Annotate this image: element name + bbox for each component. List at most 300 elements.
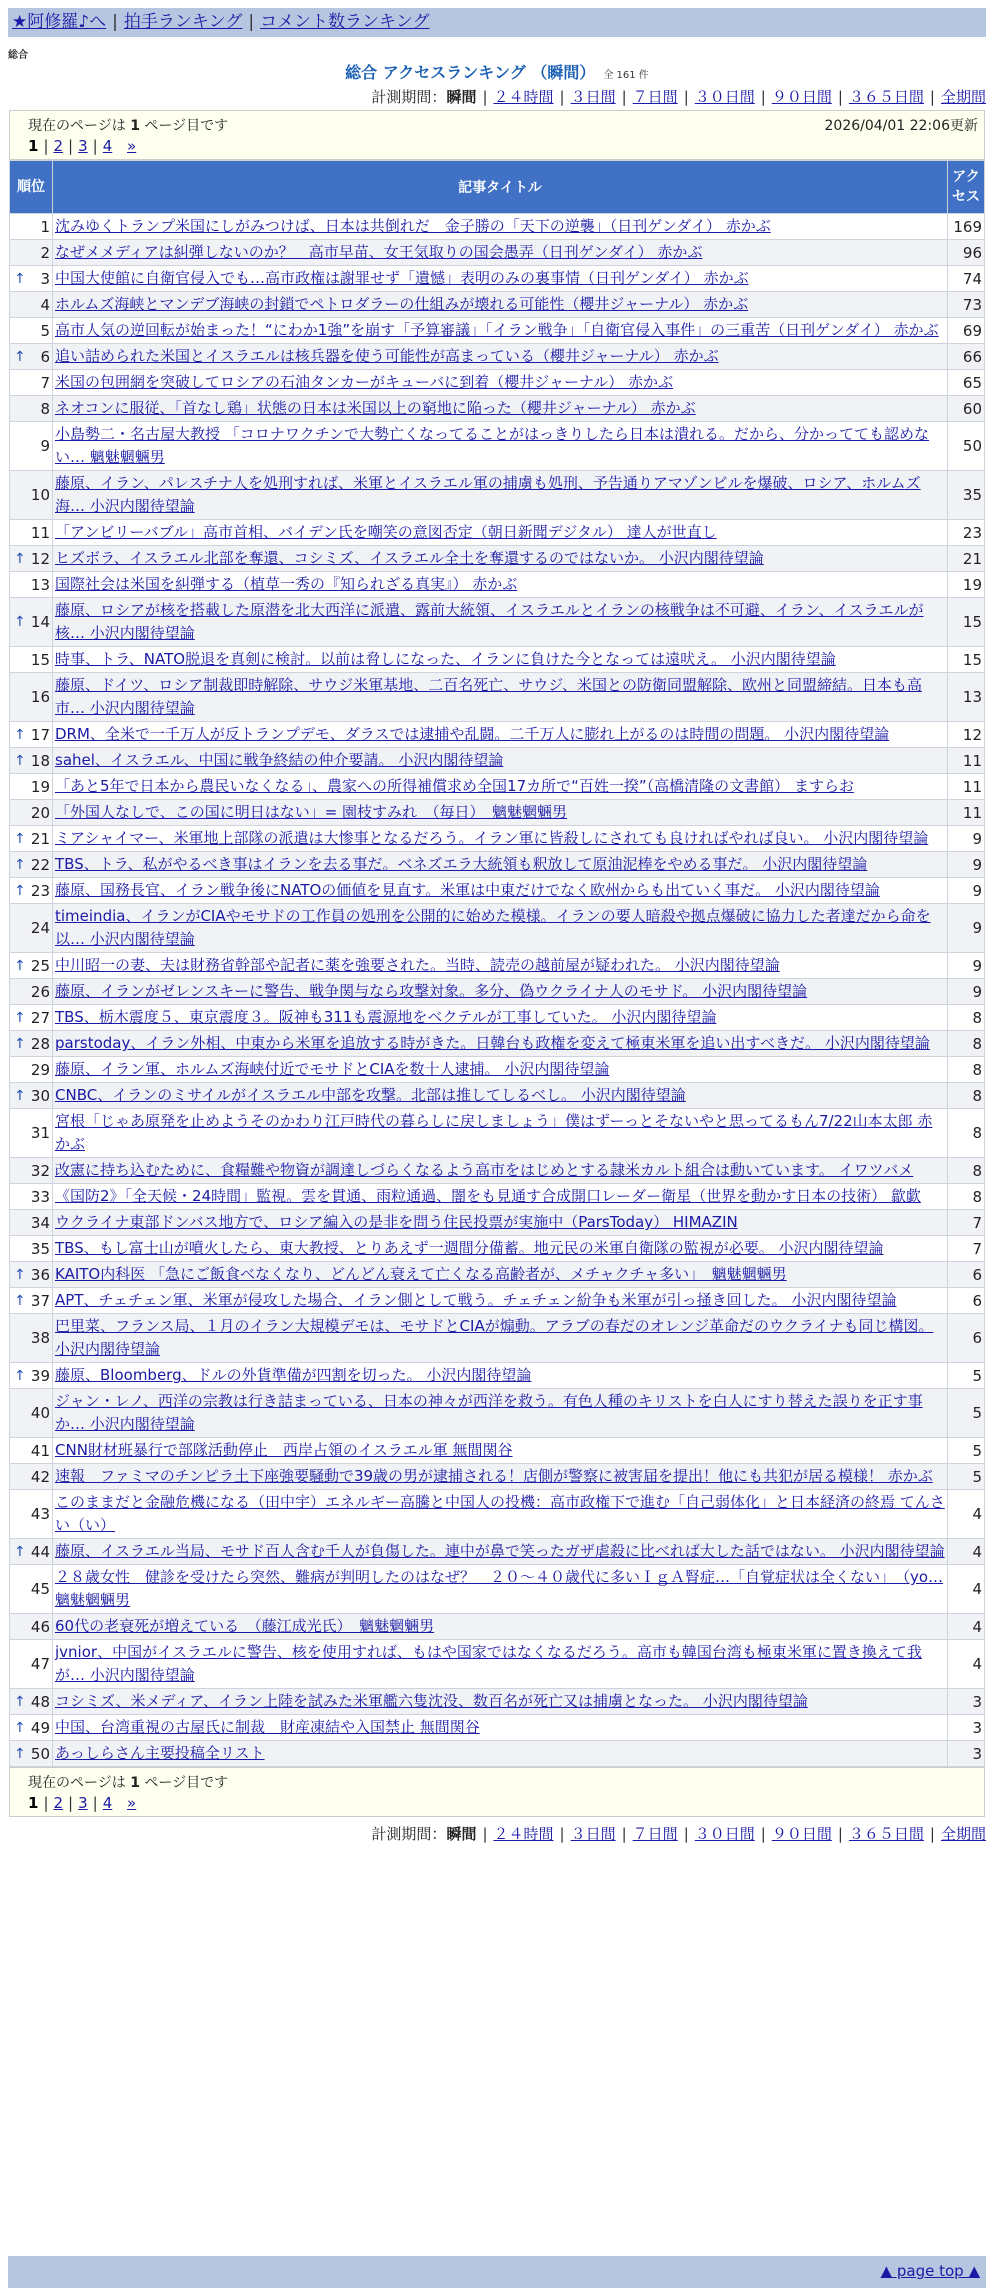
rank-cell [10, 598, 52, 646]
rank-up-arrow-icon: ↑ [14, 726, 26, 743]
rank-cell [10, 1741, 52, 1766]
pagination-bottom: 1 | 2 | 3 | 4 » [28, 1794, 137, 1812]
table-row [10, 1083, 984, 1108]
rank-cell [10, 673, 52, 721]
access-count: 6 [948, 1262, 984, 1287]
article-title-link[interactable]: 国際社会は米国を糾弾する（植草一秀の『知られざる真実』） 赤かぶ [55, 575, 518, 593]
rank-number: 40 [30, 1404, 50, 1422]
pagination-top: 1 | 2 | 3 | 4 » [28, 137, 137, 155]
article-title-link[interactable]: KAITO内科医 「急にご飯食べなくなり、どんどん衰えて亡くなる高齢者が、メチャクチャ多い」 魑魅魍魎男 [55, 1265, 787, 1283]
page-top-link[interactable]: ▲ page top ▲ [880, 2262, 980, 2280]
period-90d[interactable]: ９０日間 [771, 88, 832, 106]
rank-cell [10, 1083, 52, 1108]
rank-cell [10, 1314, 52, 1362]
period-30d-bottom[interactable]: ３０日間 [694, 1825, 755, 1843]
rank-up-arrow-icon: ↑ [14, 1266, 26, 1283]
rank-cell [10, 1490, 52, 1538]
period-90d-bottom[interactable]: ９０日間 [771, 1825, 832, 1843]
column-header-rank: 順位 [10, 161, 52, 213]
access-count: 73 [948, 292, 984, 317]
rank-number: 7 [40, 373, 50, 392]
article-title-link[interactable]: コシミズ、米メディア、イラン上陸を試みた米軍艦六隻沈没、数百名が死亡又は捕虜となった。 小沢内閣待望論 [55, 1692, 808, 1710]
access-count: 8 [948, 1158, 984, 1183]
rank-cell [10, 318, 52, 343]
period-30d[interactable]: ３０日間 [694, 88, 755, 106]
table-row [10, 396, 984, 421]
rank-number: 32 [30, 1161, 50, 1180]
page-link-3[interactable]: 3 [78, 137, 88, 155]
article-title-link[interactable]: 60代の老衰死が増えている （藤江成光氏） 魑魅魍魎男 [55, 1617, 435, 1635]
page-info-bottom [9, 1767, 985, 1817]
rank-cell [10, 904, 52, 952]
article-title-link[interactable]: 速報 ファミマのチンピラ土下座強要騒動で39歳の男が逮捕される！店側が警察に被害届を提出！他にも共犯が居る模様！ 赤かぶ [55, 1467, 933, 1485]
rank-cell [10, 1363, 52, 1388]
rank-number: 27 [30, 1008, 50, 1027]
access-count: 8 [948, 1109, 984, 1157]
title-cell [53, 1210, 947, 1235]
title-cell [53, 1565, 947, 1613]
article-title-link[interactable]: 藤原、Bloomberg、ドルの外貨準備が四割を切った。 小沢内閣待望論 [55, 1366, 532, 1384]
article-title-link[interactable]: なぜメメディアは糾弾しないのか？ 高市早苗、女王気取りの国会愚弄（日刊ゲンダイ） 赤かぶ [55, 243, 703, 261]
access-count: 74 [948, 266, 984, 291]
rank-up-arrow-icon: ↑ [14, 614, 26, 630]
rank-up-arrow-icon: ↑ [14, 830, 26, 847]
rank-up-arrow-icon: ↑ [14, 1367, 26, 1384]
table-row [10, 722, 984, 747]
period-7d[interactable]: ７日間 [632, 88, 678, 106]
access-count: 9 [948, 904, 984, 952]
rank-number: 48 [30, 1692, 50, 1711]
title-cell [53, 344, 947, 369]
rank-cell [10, 344, 52, 369]
title-cell [53, 1640, 947, 1688]
table-row [10, 1210, 984, 1235]
title-cell [53, 774, 947, 799]
access-count: 11 [948, 748, 984, 773]
title-cell [53, 1314, 947, 1362]
table-row [10, 292, 984, 317]
rank-up-arrow-icon: ↑ [14, 1292, 26, 1309]
period-current: 瞬間 [446, 88, 477, 106]
updated-timestamp: 2026/04/01 22:06更新 [824, 118, 978, 134]
access-count: 6 [948, 1288, 984, 1313]
rank-cell [10, 1236, 52, 1261]
rank-number: 41 [30, 1441, 50, 1460]
access-count: 4 [948, 1490, 984, 1538]
article-title-link[interactable]: timeindia、イランがCIAやモサドの工作員の処刑を公開的に始めた模様。イランの要人暗殺や拠点爆破に協力した者達だから命を以… 小沢内閣待望論 [55, 907, 931, 948]
title-cell [53, 748, 947, 773]
rank-number: 38 [30, 1329, 50, 1347]
rank-number: 45 [30, 1580, 50, 1598]
rank-up-arrow-icon: ↑ [14, 1087, 26, 1104]
table-row [10, 1389, 984, 1437]
article-title-link[interactable]: 中国大使館に自衛官侵入でも…高市政権は謝罪せず「遺憾」表明のみの裏事情（日刊ゲンダイ） 赤かぶ [55, 269, 749, 287]
article-title-link[interactable]: 巴里菜、フランス局、１月のイラン大規模デモは、モサドとCIAが煽動。アラブの春だのオレンジ革命だのウクライナも同じ構図。 小沢内閣待望論 [55, 1317, 934, 1358]
article-title-link[interactable]: このままだと金融危機になる（田中宇）エネルギー高騰と中国人の投機：高市政権下で進む「自己弱体化」と日本経済の終焉 てんさい（い） [55, 1493, 945, 1534]
current-page-text: 現在のページは 1 ページ目です [28, 118, 229, 134]
rank-number: 6 [40, 347, 50, 366]
access-count: 8 [948, 1005, 984, 1030]
rank-cell [10, 1389, 52, 1437]
rank-cell [10, 422, 52, 470]
access-count: 5 [948, 1464, 984, 1489]
title-cell [53, 1539, 947, 1564]
article-title-link[interactable]: ヒズボラ、イスラエル北部を奪還、コシミズ、イスラエル全土を奪還するのではないか。 小沢内閣待望論 [55, 549, 764, 567]
period-365d[interactable]: ３６５日間 [848, 88, 924, 106]
period-24h-bottom[interactable]: ２４時間 [493, 1825, 554, 1843]
rank-number: 42 [30, 1467, 50, 1486]
table-row [10, 318, 984, 343]
rank-number: 11 [30, 523, 50, 542]
rank-up-arrow-icon: ↑ [14, 1543, 26, 1560]
article-title-link[interactable]: CNBC、イランのミサイルがイスラエル中部を攻撃。北部は推してしるべし。 小沢内閣待望論 [55, 1086, 686, 1104]
title-cell [53, 1236, 947, 1261]
article-title-link[interactable]: 改憲に持ち込むために、食糧難や物資が調達しづらくなるよう高市をはじめとする隷米カルト組合は動いています。 イワツバメ [55, 1161, 914, 1179]
article-title-link[interactable]: 高市人気の逆回転が始まった！“にわか1強”を崩す「予算審議」「イラン戦争」「自衛官侵入事件」の三重苦（日刊ゲンダイ） 赤かぶ [55, 321, 939, 339]
article-title-link[interactable]: ホルムズ海峡とマンデブ海峡の封鎖でペトロダラーの仕組みが壊れる可能性（櫻井ジャーナル） 赤かぶ [55, 295, 749, 313]
access-count: 4 [948, 1539, 984, 1564]
table-row [10, 1539, 984, 1564]
access-count: 21 [948, 546, 984, 571]
title-cell [53, 1262, 947, 1287]
table-row [10, 598, 984, 646]
period-label: 計測期間： [371, 88, 447, 106]
access-count: 15 [948, 647, 984, 672]
table-row [10, 422, 984, 470]
rank-number: 37 [30, 1291, 50, 1310]
rank-up-arrow-icon: ↑ [14, 1009, 26, 1026]
table-row [10, 953, 984, 978]
rank-number: 35 [30, 1239, 50, 1258]
page-info-top [9, 110, 985, 160]
rank-number: 8 [40, 399, 50, 418]
article-title-link[interactable]: 《国防2》「全天候・24時間」監視。雲を貫通、雨粒通過、闇をも見通す合成開口レーダー衛星（世界を動かす日本の技術） 歙歔 [55, 1187, 921, 1205]
title-cell [53, 266, 947, 291]
access-count: 13 [948, 673, 984, 721]
access-count: 6 [948, 1314, 984, 1362]
column-header-access: アクセス [948, 161, 984, 213]
title-cell [53, 904, 947, 952]
article-title-link[interactable]: TBS、トラ、私がやるべき事はイランを去る事だ。ベネズエラ大統領も釈放して原油泥棒をやめる事だ。 小沢内閣待望論 [55, 855, 868, 873]
table-row [10, 1005, 984, 1030]
access-count: 3 [948, 1741, 984, 1766]
title-cell [53, 673, 947, 721]
title-cell [53, 1363, 947, 1388]
rank-number: 22 [30, 855, 50, 874]
period-all-bottom[interactable]: 全期間 [940, 1825, 986, 1843]
access-count: 11 [948, 774, 984, 799]
title-cell [53, 1715, 947, 1740]
table-row [10, 878, 984, 903]
page-title-text: 総合 アクセスランキング （瞬間） [345, 63, 596, 82]
page-current-bottom: 1 [28, 1794, 39, 1812]
title-cell [53, 1464, 947, 1489]
access-count: 8 [948, 1031, 984, 1056]
period-label-bottom: 計測期間： [371, 1825, 447, 1843]
title-cell [53, 1184, 947, 1209]
rank-number: 10 [30, 486, 50, 504]
table-row [10, 1288, 984, 1313]
table-row [10, 1438, 984, 1463]
article-title-link[interactable]: DRM、全米で一千万人が反トランプデモ、ダラスでは逮捕や乱闘。二千万人に膨れ上がるのは時間の問題。 小沢内閣待望論 [55, 725, 890, 743]
access-count: 5 [948, 1389, 984, 1437]
table-row [10, 1715, 984, 1740]
access-count: 66 [948, 344, 984, 369]
page-link-3-bottom[interactable]: 3 [78, 1794, 88, 1812]
article-title-link[interactable]: ジャン・レノ、西洋の宗教は行き詰まっている、日本の神々が西洋を救う。有色人種のキリストを白人にすり替えた誤りを正す事か… 小沢内閣待望論 [55, 1392, 923, 1433]
rank-up-arrow-icon: ↑ [14, 856, 26, 873]
access-count: 11 [948, 800, 984, 825]
article-title-link[interactable]: 藤原、ロシアが核を搭載した原潜を北大西洋に派遣、露前大統領、イスラエルとイランの核戦争は不可避、イラン、イスラエルが核… 小沢内閣待望論 [55, 601, 924, 642]
table-row [10, 1640, 984, 1688]
page-link-2-bottom[interactable]: 2 [53, 1794, 64, 1812]
article-title-link[interactable]: TBS、栃木震度５、東京震度３。阪神も311も震源地をベクテルが工事していた。 小沢内閣待望論 [55, 1008, 717, 1026]
table-row [10, 1262, 984, 1287]
rank-cell [10, 1640, 52, 1688]
period-selector-top: 計測期間：瞬間 | ２４時間 | ３日間 | ７日間 | ３０日間 | ９０日間 | ３６５日間 | 全期間 [371, 88, 986, 106]
page-link-4-bottom[interactable]: 4 [102, 1794, 113, 1812]
article-title-link[interactable]: ネオコンに服従、「首なし鶏」状態の日本は米国以上の窮地に陥った（櫻井ジャーナル） 赤かぶ [55, 399, 696, 417]
rank-number: 4 [40, 295, 50, 314]
title-cell [53, 1389, 947, 1437]
applause-ranking-link[interactable]: 拍手ランキング [123, 12, 243, 32]
rank-number: 12 [30, 549, 50, 568]
rank-number: 39 [30, 1366, 50, 1385]
rank-cell [10, 1109, 52, 1157]
next-page-link-bottom[interactable]: » [127, 1794, 137, 1812]
article-title-link[interactable]: 藤原、イスラエル当局、モサド百人含む千人が負傷した。連中が鼻で笑ったガザ虐殺に比べれば大した話ではない。 小沢内閣待望論 [55, 1542, 945, 1560]
rank-cell [10, 546, 52, 571]
rank-cell [10, 953, 52, 978]
article-title-link[interactable]: APT、チェチェン軍、米軍が侵攻した場合、イラン側として戦う。チェチェン紛争も米軍が引っ掻き回した。 小沢内閣待望論 [55, 1291, 897, 1309]
rank-number: 49 [30, 1718, 50, 1737]
rank-cell [10, 1715, 52, 1740]
article-title-link[interactable]: 小島勢二・名古屋大教授 「コロナワクチンで大勢亡くなってることがはっきりしたら日本は潰れる。だから、分かってても認めない… 魑魅魍魎男 [55, 425, 930, 466]
rank-number: 43 [30, 1505, 50, 1523]
rank-cell [10, 722, 52, 747]
rank-number: 44 [30, 1542, 50, 1561]
rank-cell [10, 1005, 52, 1030]
rank-number: 36 [30, 1265, 50, 1284]
title-cell [53, 1031, 947, 1056]
next-page-link[interactable]: » [127, 137, 137, 155]
rank-cell [10, 1464, 52, 1489]
access-count: 3 [948, 1715, 984, 1740]
period-24h[interactable]: ２４時間 [493, 88, 554, 106]
title-cell [53, 800, 947, 825]
rank-up-arrow-icon: ↑ [14, 1745, 26, 1762]
rank-cell [10, 1565, 52, 1613]
column-header-title: 記事タイトル [53, 161, 947, 213]
article-title-link[interactable]: 藤原、イラン軍、ホルムズ海峡付近でモサドとCIAを数十人逮捕。 小沢内閣待望論 [55, 1060, 610, 1078]
table-row [10, 572, 984, 597]
rank-number: 50 [30, 1744, 50, 1763]
title-cell [53, 318, 947, 343]
title-cell [53, 240, 947, 265]
article-title-link[interactable]: あっしらさん主要投稿全リスト [55, 1744, 265, 1762]
rank-cell [10, 647, 52, 672]
article-title-link[interactable]: 沈みゆくトランプ米国にしがみつけば、日本は共倒れだ 金子勝の「天下の逆襲」（日刊ゲンダイ） 赤かぶ [55, 217, 771, 235]
article-title-link[interactable]: 米国の包囲網を突破してロシアの石油タンカーがキューバに到着（櫻井ジャーナル） 赤かぶ [55, 373, 673, 391]
period-7d-bottom[interactable]: ７日間 [632, 1825, 678, 1843]
access-count: 169 [948, 214, 984, 239]
rank-number: 26 [30, 982, 50, 1001]
access-count: 7 [948, 1210, 984, 1235]
table-row [10, 1490, 984, 1538]
rank-number: 3 [40, 269, 50, 288]
article-title-link[interactable]: sahel、イスラエル、中国に戦争終結の仲介要請。 小沢内閣待望論 [55, 751, 504, 769]
page-link-4[interactable]: 4 [102, 137, 113, 155]
table-row [10, 1057, 984, 1082]
rank-cell [10, 214, 52, 239]
rank-up-arrow-icon: ↑ [14, 1693, 26, 1710]
rank-number: 16 [30, 688, 50, 706]
article-title-link[interactable]: 宮根「じゃあ原発を止めようそのかわり江戸時代の暮らしに戻しましょう」僕はずーっとそないやと思ってるもん7/22山本太郎 赤かぶ [55, 1112, 933, 1153]
access-count: 8 [948, 1083, 984, 1108]
access-count: 7 [948, 1236, 984, 1261]
title-cell [53, 1614, 947, 1639]
table-row [10, 774, 984, 799]
access-count: 12 [948, 722, 984, 747]
rank-number: 2 [40, 243, 50, 262]
title-cell [53, 1083, 947, 1108]
article-title-link[interactable]: jvnior、中国がイスラエルに警告、核を使用すれば、もはや国家ではなくなるだろう。高市も韓国台湾も極東米軍に置き換えて我が… 小沢内閣待望論 [55, 1643, 922, 1684]
title-cell [53, 979, 947, 1004]
nav-separator: | [112, 12, 118, 32]
article-title-link[interactable]: 「外国人なしで、この国に明日はない」= 園枝すみれ （毎日） 魑魅魍魎男 [55, 803, 568, 821]
rank-number: 34 [30, 1213, 50, 1232]
rank-cell [10, 1539, 52, 1564]
title-cell [53, 1005, 947, 1030]
article-title-link[interactable]: TBS、もし富士山が噴火したら、東大教授、とりあえず一週間分備蓄。地元民の米軍自衛隊の監視が必要。 小沢内閣待望論 [55, 1239, 884, 1257]
rank-number: 25 [30, 956, 50, 975]
table-row [10, 1614, 984, 1639]
access-count: 19 [948, 572, 984, 597]
table-row [10, 370, 984, 395]
title-cell [53, 1490, 947, 1538]
access-count: 65 [948, 370, 984, 395]
page-title [0, 60, 994, 83]
rank-up-arrow-icon: ↑ [14, 1035, 26, 1052]
table-row [10, 748, 984, 773]
article-title-link[interactable]: CNN財材班暴行で部隊活動停止 西岸占領のイスラエル軍 無間関谷 [55, 1441, 513, 1459]
title-cell [53, 1438, 947, 1463]
ranking-rows [10, 214, 984, 1766]
table-row [10, 1109, 984, 1157]
title-cell [53, 471, 947, 519]
rank-up-arrow-icon: ↑ [14, 752, 26, 769]
title-cell [53, 422, 947, 470]
table-row [10, 344, 984, 369]
article-title-link[interactable]: ２８歳女性 健診を受けたら突然、難病が判明したのはなぜ？ ２０～４０歳代に多いＩｇＡ腎症…「自覚症状は全くない」 （yo… 魑魅魍魎男 [55, 1568, 944, 1609]
table-row [10, 904, 984, 952]
title-cell [53, 1689, 947, 1714]
rank-number: 9 [40, 437, 50, 455]
title-cell [53, 1741, 947, 1766]
rank-number: 29 [30, 1060, 50, 1079]
article-title-link[interactable]: 時事、トラ、NATO脱退を真剣に検討。以前は脅しになった、イランに負けた今となっては遠吠え。 小沢内閣待望論 [55, 650, 836, 668]
page-link-2[interactable]: 2 [53, 137, 64, 155]
rank-cell [10, 292, 52, 317]
rank-cell [10, 396, 52, 421]
rank-cell [10, 240, 52, 265]
title-cell [53, 1109, 947, 1157]
period-selector-bottom: 計測期間：瞬間 | ２４時間 | ３日間 | ７日間 | ３０日間 | ９０日間 | ３６５日間 | 全期間 [371, 1825, 986, 1843]
comment-ranking-link[interactable]: コメント数ランキング [260, 12, 430, 32]
rank-cell [10, 1184, 52, 1209]
access-count: 4 [948, 1640, 984, 1688]
table-row [10, 1158, 984, 1183]
item-count: 全 161 件 [603, 70, 649, 81]
rank-cell [10, 1031, 52, 1056]
access-count: 8 [948, 1184, 984, 1209]
page-current: 1 [28, 137, 39, 155]
article-title-link[interactable]: 「アンビリーバブル」高市首相、バイデン氏を嘲笑の意図否定（朝日新聞デジタル） 達人が世直し [55, 523, 717, 541]
article-title-link[interactable]: ウクライナ東部ドンバス地方で、ロシア編入の是非を問う住民投票が実施中（ParsToday） HIMAZIN [55, 1213, 738, 1231]
title-cell [53, 647, 947, 672]
table-row [10, 214, 984, 239]
article-title-link[interactable]: 藤原、国務長官、イラン戦争後にNATOの価値を見直す。米軍は中東だけでなく欧州からも出ていく事だ。 小沢内閣待望論 [55, 881, 880, 899]
table-row [10, 1031, 984, 1056]
article-title-link[interactable]: 「あと5年で日本から農民いなくなる」、農家への所得補償求め全国17カ所で“百姓一揆”（高橋清隆の文書館） ますらお [55, 777, 854, 795]
rank-number: 1 [40, 217, 50, 236]
rank-cell [10, 826, 52, 851]
rank-number: 5 [40, 321, 50, 340]
article-title-link[interactable]: 藤原、イランがゼレンスキーに警告、戦争関与なら攻撃対象。多分、偽ウクライナ人のモサド。 小沢内閣待望論 [55, 982, 808, 1000]
home-link[interactable]: ★阿修羅♪へ [12, 12, 107, 32]
access-count: 3 [948, 1689, 984, 1714]
rank-number: 18 [30, 751, 50, 770]
rank-number: 30 [30, 1086, 50, 1105]
title-cell [53, 292, 947, 317]
table-row [10, 800, 984, 825]
period-365d-bottom[interactable]: ３６５日間 [848, 1825, 924, 1843]
access-count: 35 [948, 471, 984, 519]
title-cell [53, 826, 947, 851]
title-cell [53, 1158, 947, 1183]
rank-cell [10, 266, 52, 291]
rank-up-arrow-icon: ↑ [14, 270, 26, 287]
rank-up-arrow-icon: ↑ [14, 957, 26, 974]
article-title-link[interactable]: 中川昭一の妻、夫は財務省幹部や記者に薬を強要された。当時、読売の越前屋が疑われた。 小沢内閣待望論 [55, 956, 780, 974]
access-count: 96 [948, 240, 984, 265]
access-count: 15 [948, 598, 984, 646]
article-title-link[interactable]: parstoday、イラン外相、中東から米軍を追放する時がきた。日韓台も政権を変えて極東米軍を追い出すべきだ。 小沢内閣待望論 [55, 1034, 930, 1052]
access-count: 9 [948, 953, 984, 978]
period-3d-bottom[interactable]: ３日間 [570, 1825, 616, 1843]
article-title-link[interactable]: 藤原、イラン、パレスチナ人を処刑すれば、米軍とイスラエル軍の捕虜も処刑、予告通りアマゾンビルを爆破、ロシア、ホルムズ海… 小沢内閣待望論 [55, 474, 921, 515]
title-cell [53, 852, 947, 877]
article-title-link[interactable]: ミアシャイマー、米軍地上部隊の派遣は大惨事となるだろう。イラン軍に皆殺しにされても良ければやれば良い。 小沢内閣待望論 [55, 829, 929, 847]
table-row [10, 240, 984, 265]
rank-cell [10, 520, 52, 545]
rank-cell [10, 370, 52, 395]
period-all[interactable]: 全期間 [940, 88, 986, 106]
article-title-link[interactable]: 追い詰められた米国とイスラエルは核兵器を使う可能性が高まっている（櫻井ジャーナル） 赤かぶ [55, 347, 719, 365]
access-count: 69 [948, 318, 984, 343]
current-page-text-bottom: 現在のページは 1 ページ目です [28, 1775, 229, 1791]
article-title-link[interactable]: 藤原、ドイツ、ロシア制裁即時解除、サウジ米軍基地、二百名死亡、サウジ、米国との防衛同盟解除、欧州と同盟締結。日本も高市… 小沢内閣待望論 [55, 676, 923, 717]
article-title-link[interactable]: 中国、台湾重視の古屋氏に制裁 財産凍結や入国禁止 無間関谷 [55, 1718, 480, 1736]
rank-up-arrow-icon: ↑ [14, 550, 26, 567]
period-3d[interactable]: ３日間 [570, 88, 616, 106]
title-cell [53, 953, 947, 978]
title-cell [53, 520, 947, 545]
rank-cell [10, 748, 52, 773]
table-row [10, 1314, 984, 1362]
ranking-table [9, 160, 985, 1767]
table-row [10, 673, 984, 721]
